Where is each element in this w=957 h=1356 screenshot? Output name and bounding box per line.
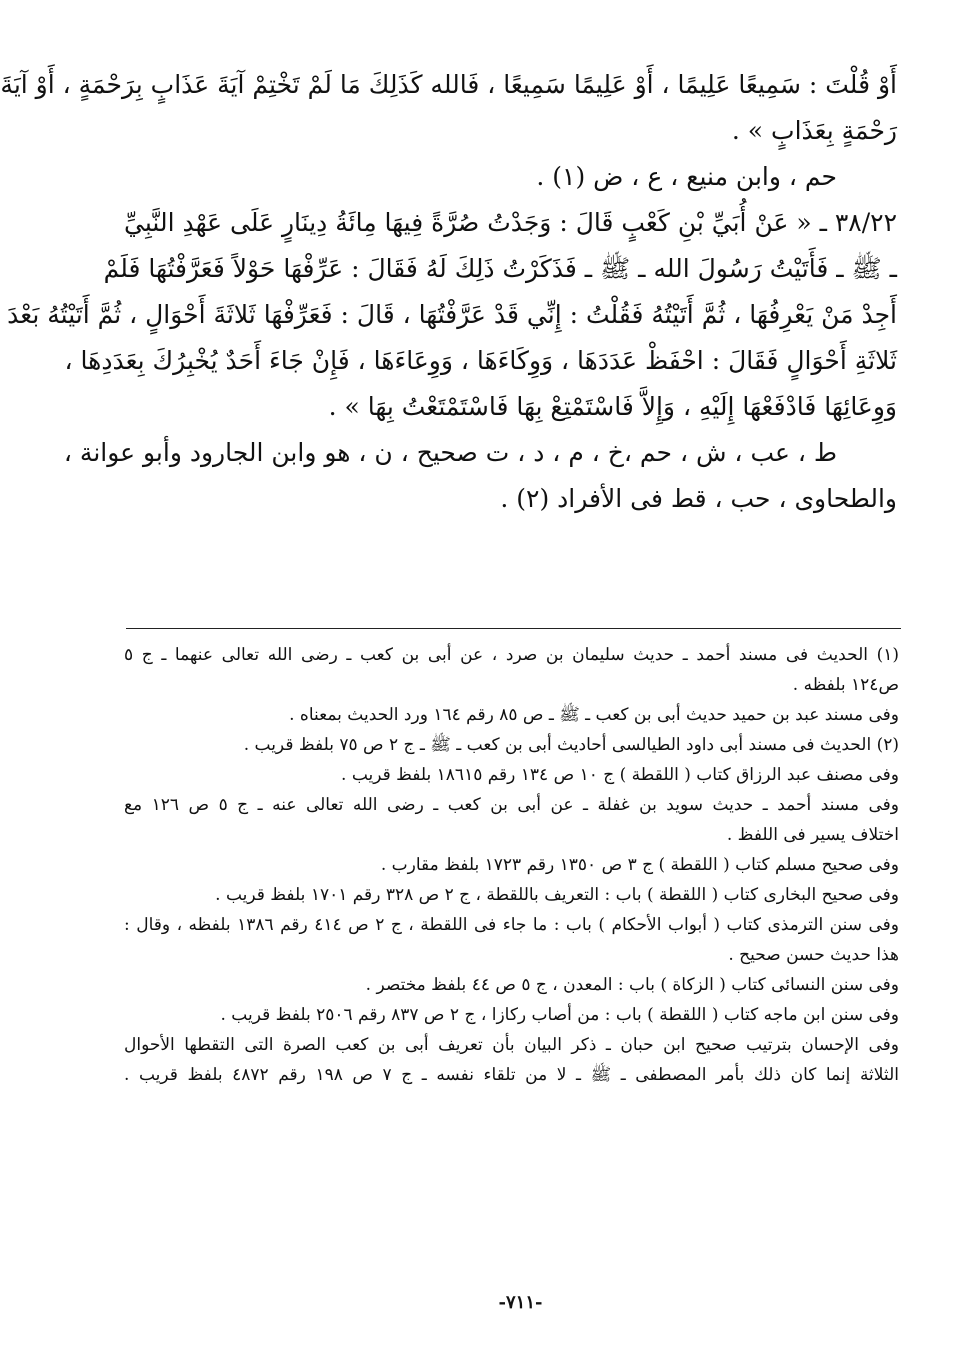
footnote-line: (١) الحديث فى مسند أحمد ـ حديث سليمان بن صرد ، عن أبى بن كعب ـ رضى الله تعالى عنهما ـ ج ٥ xyxy=(124,645,899,665)
footnote-line: وفى مسند أحمد ـ حديث سويد بن غفلة ـ عن أبى بن كعب ـ رضى الله تعالى عنه ـ ج ٥ ص ١٢٦ مع xyxy=(124,795,900,815)
text-line: رَحْمَةٍ بِعَذَابٍ » . xyxy=(731,116,897,145)
footnote-line: اختلاف يسير فى اللفظ . xyxy=(726,825,899,845)
footnote-divider xyxy=(126,628,901,629)
source-line: والطحاوى ، حب ، قط فى الأفراد (٢) . xyxy=(500,484,897,513)
hadith-line: ـ ﷺ ـ فَأَتَيْتُ رَسُولَ الله ـ ﷺ ـ فَذَكَرْتُ ذَلِكَ لَهُ فَقَالَ : عَرِّفْهَا حَوْلاً فَعَرَّفْتُهَا فَلَمْ xyxy=(103,254,897,283)
footnote-line: وفى الإحسان بترتيب صحيح ابن حبان ـ ذكر البيان بأن تعريف أبى بن كعب الصرة التى التقطها الأحوال xyxy=(124,1035,899,1055)
footnote-line: وفى صحيح مسلم كتاب ( اللقطة ) ج ٣ ص ١٣٥٠ رقم ١٧٢٣ بلفظ مقارب . xyxy=(380,855,899,875)
footnotes xyxy=(124,640,899,1090)
source-line: ط ، عب ، ش ، حم ،خ ، م ، د ، ت صحيح ، ن ، هو وابن الجارود وأبو عوانة ، xyxy=(63,438,837,467)
main-text xyxy=(0,62,897,522)
hadith-line: ٣٨/٢٢ ـ « عَنْ أُبَيِّ بْنِ كَعْبٍ قَالَ : وَجَدْتُ صُرَّةً فِيهَا مِائَةُ دِينَارٍ عَلَى عَهْدِ النَّبِيِّ xyxy=(124,208,897,237)
footnote-line: الثلاثة إنما كان ذلك بأمر المصطفى ـ ﷺ ـ لا من تلقاء نفسه ـ ج ٧ ص ١٩٨ رقم ٤٨٧٢ بلفظ قريب . xyxy=(124,1065,899,1085)
source-line: حم ، وابن منيع ، ع ، ض (١) . xyxy=(536,162,837,191)
footnote-line: هذا حديث حسن صحيح . xyxy=(728,945,899,965)
footnote-line: وفى مصنف عبد الرزاق كتاب ( اللقطة ) ج ١٠ ص ١٣٤ رقم ١٨٦١٥ بلفظ قريب . xyxy=(341,765,899,785)
hadith-line: أَجِدْ مَنْ يَعْرِفُهَا ، ثُمَّ أَتَيْتُهُ فَقُلْتُ : إِنِّي قَدْ عَرَّفْتُهَا ، قَالَ : فَعَرِّفْهَا ثَلاثَةَ أَحْوَالٍ ، ثُمَّ أَتَيْتُهُ بَعْدَ xyxy=(7,300,897,329)
footnote-line: وفى سنن الترمذى كتاب ( أبواب الأحكام ) باب : ما جاء فى اللقطة ، ج ٢ ص ٤١٤ رقم ١٣٨٦ بلفظه ، وقال : xyxy=(124,915,899,935)
hadith-line: ثَلاثَةِ أَحْوَالٍ فَقَالَ : احْفَظْ عَدَدَهَا ، وَوِكَاءَهَا ، وَوِعَاءَهَا ، فَإِنْ جَاءَ أَحَدٌ يُخْبِرُكَ بِعَدَدِهَا ، xyxy=(64,346,897,375)
text-line: أَوْ قُلْتَ : سَمِيعًا عَلِيمًا ، أَوْ عَلِيمًا سَمِيعًا ، فَالله كَذَلِكَ مَا لَمْ تَخْتِمْ آيَةَ عَذَابٍ بِرَحْمَةٍ ، أَوْ آيَةَ xyxy=(0,70,897,99)
footnote-line: وفى سنن النسائى كتاب ( الزكاة ) باب : المعدن ، ج ٥ ص ٤٤ بلفظ مختصر . xyxy=(365,975,899,995)
footnote-line: ص١٢٤ بلفظه . xyxy=(792,675,899,695)
hadith-line: وَوِعَائِهَا فَادْفَعْهَا إِلَيْهِ ، وَإِلاَّ فَاسْتَمْتِعْ بِهَا فَاسْتَمْتَعْتُ بِهَا » . xyxy=(328,392,897,421)
footnote-line: وفى مسند عبد بن حميد حديث أبى بن كعب ـ ﷺ ـ ص ٨٥ رقم ١٦٤ ورد الحديث بمعناه . xyxy=(289,705,899,725)
footnote-line: وفى صحيح البخارى كتاب ( اللقطة ) باب : التعريف باللقطة ، ج ٢ ص ٣٢٨ رقم ١٧٠١ بلفظ قريب . xyxy=(215,885,899,905)
footnote-line: وفى سنن ابن ماجه كتاب ( اللقطة ) باب : من أصاب ركازا ، ج ٢ ص ٨٣٧ رقم ٢٥٠٦ بلفظ قريب . xyxy=(220,1005,899,1025)
footnote-line: (٢) الحديث فى مسند أبى داود الطيالسى أحاديث أبى بن كعب ـ ﷺ ـ ج ٢ ص ٧٥ بلفظ قريب . xyxy=(243,735,899,755)
page-number: -٧١١- xyxy=(498,1292,543,1313)
